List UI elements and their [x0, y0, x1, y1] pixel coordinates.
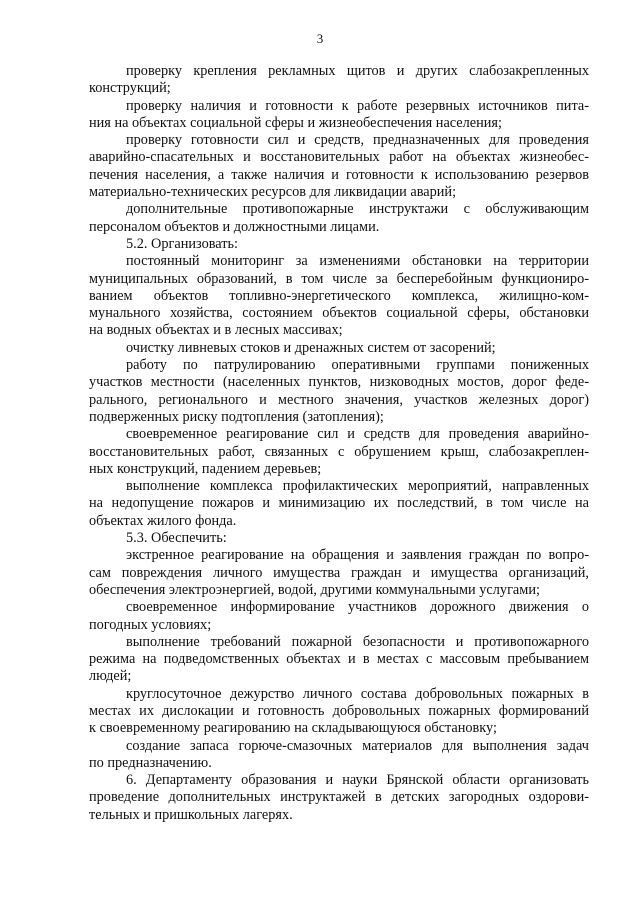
- text-line: рального, регионального и местного значения, участков железных дорог): [89, 391, 589, 408]
- text-line: персоналом объектов и должностными лицами.: [89, 218, 380, 235]
- text-line: сам повреждения личного имущества граждан и имущества организаций,: [89, 564, 589, 581]
- text-line: 6. Департаменту образования и науки Брянской области организовать: [126, 772, 589, 789]
- page-number: 3: [316, 31, 324, 46]
- text-line: работу по патрулированию оперативными группами пониженных: [126, 357, 589, 374]
- text-line: объектах жилого фонда.: [89, 512, 237, 529]
- text-line: по предназначению.: [89, 754, 212, 771]
- text-line: выполнение комплекса профилактических мероприятий, направленных: [126, 478, 589, 495]
- paragraph: [89, 599, 589, 634]
- text-line: своевременное информирование участников дорожного движения о: [126, 599, 589, 616]
- paragraph: [89, 253, 589, 339]
- text-line: проведение дополнительных инструктажей в детских загородных оздорови-: [89, 789, 589, 806]
- text-line: восстановительных работ, связанных с обрушением крыш, слабозакреплен-: [89, 443, 589, 460]
- text-line: аварийно-спасательных и восстановительных работ на объектах жизнеобес-: [89, 149, 589, 166]
- paragraph: [89, 357, 589, 426]
- text-line: экстренное реагирование на обращения и заявления граждан по вопро-: [126, 547, 589, 564]
- text-line: участков местности (населенных пунктов, низководных мостов, дорог феде-: [89, 374, 589, 391]
- text-line: местах их дислокации и готовность добровольных пожарных формирований: [89, 702, 589, 719]
- text-line: на недопущение пожаров и минимизацию их последствий, в том числе на: [89, 495, 589, 512]
- paragraph: [89, 426, 589, 478]
- paragraph: [89, 98, 589, 133]
- text-line: к своевременному реагированию на складывающуюся обстановку;: [89, 720, 497, 737]
- text-line: мунального хозяйства, состоянием объектов социальной сферы, обстановки: [89, 305, 589, 322]
- text-line: дополнительные противопожарные инструктажи с обслуживающим: [126, 201, 589, 218]
- paragraph: [89, 547, 589, 599]
- paragraph: [89, 201, 589, 236]
- text-line: погодных условиях;: [89, 616, 212, 633]
- paragraph: [89, 478, 589, 530]
- document-body: [89, 63, 589, 824]
- text-line: проверку наличия и готовности к работе резервных источников пита-: [126, 97, 589, 114]
- text-line: режима на подведомственных объектах и в местах с массовым пребыванием: [89, 651, 589, 668]
- text-line: проверку крепления рекламных щитов и других слабозакрепленных: [126, 63, 589, 79]
- text-line: постоянный мониторинг за изменениями обстановки на территории: [126, 253, 589, 270]
- text-line: обеспечения электроэнергией, водой, другими коммунальными услугами;: [89, 581, 540, 598]
- text-line: 5.2. Организовать:: [126, 235, 238, 252]
- paragraph: [89, 686, 589, 738]
- text-line: 5.3. Обеспечить:: [126, 530, 227, 547]
- paragraph: [89, 340, 589, 357]
- text-line: очистку ливневых стоков и дренажных систем от засорений;: [126, 339, 496, 356]
- text-line: печения населения, а также наличия и готовности к использованию резервов: [89, 166, 589, 183]
- text-line: ния на объектах социальной сферы и жизнеобеспечения населения;: [89, 114, 502, 131]
- text-line: создание запаса горюче-смазочных материалов для выполнения задач: [126, 737, 589, 754]
- paragraph: [89, 132, 589, 201]
- text-line: круглосуточное дежурство личного состава добровольных пожарных в: [126, 685, 589, 702]
- text-line: на водных объектах и в лесных массивах;: [89, 322, 343, 339]
- text-line: выполнение требований пожарной безопасности и противопожарного: [126, 633, 589, 650]
- text-line: ных конструкций, падением деревьев;: [89, 460, 322, 477]
- paragraph: [89, 738, 589, 773]
- paragraph: [89, 63, 589, 98]
- text-line: проверку готовности сил и средств, предназначенных для проведения: [126, 132, 589, 149]
- text-line: своевременное реагирование сил и средств для проведения аварийно-: [126, 426, 589, 443]
- text-line: людей;: [89, 668, 132, 685]
- text-line: конструкций;: [89, 80, 171, 97]
- paragraph: [89, 236, 589, 253]
- paragraph: [89, 634, 589, 686]
- text-line: материально-технических ресурсов для ликвидации аварий;: [89, 184, 457, 201]
- text-line: подверженных риску подтопления (затопления);: [89, 408, 384, 425]
- text-line: муниципальных образований, в том числе за бесперебойным функциониро-: [89, 270, 589, 287]
- text-line: ванием объектов топливно-энергетического комплекса, жилищно-ком-: [89, 287, 589, 304]
- paragraph: [89, 772, 589, 824]
- paragraph: [89, 530, 589, 547]
- text-line: тельных и пришкольных лагерях.: [89, 806, 293, 823]
